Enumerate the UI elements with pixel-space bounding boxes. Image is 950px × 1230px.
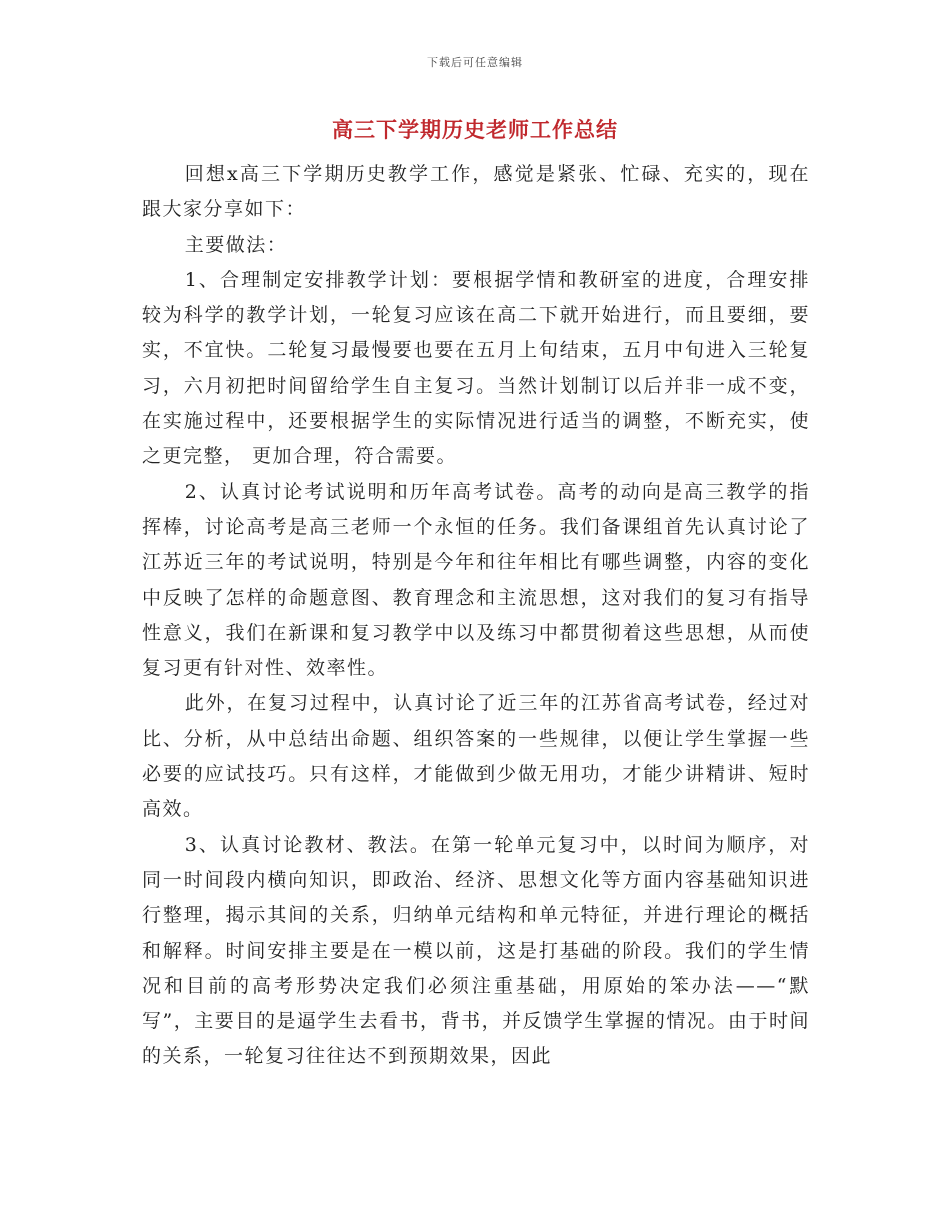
paragraph-main-methods: 主要做法： — [184, 233, 288, 256]
document-title: 高三下学期历史老师工作总结 — [332, 118, 618, 142]
document-body — [142, 157, 810, 1075]
paragraph-intro: 回想x高三下学期历史教学工作，感觉是紧张、忙碌、充实的，现在跟大家分享如下： — [142, 163, 810, 221]
paragraph-plan: 1、合理制定安排教学计划：要根据学情和教研室的进度，合理安排较为科学的教学计划，一轮复习应该在高二下就开始进行，而且要细，要实，不宜快。二轮复习最慢要也要在五月上旬结束，五月中旬进入三轮复习，六月初把时间留给学生自主复习。当然计划制订以后并非一成不变，在实施过程中，还要根据学生的实际情况进行适当的调整，不断充实，使之更完整， 更加合理，符合需要。 — [142, 268, 810, 468]
header-note: 下载后可任意编辑 — [427, 56, 523, 69]
paragraph-past-papers: 此外，在复习过程中，认真讨论了近三年的江苏省高考试卷，经过对比、分析，从中总结出命题、组织答案的一些规律，以便让学生掌握一些必要的应试技巧。只有这样，才能做到少做无用功，才能少讲精讲、短时高效。 — [142, 692, 810, 821]
paragraph-exam-study: 2、认真讨论考试说明和历年高考试卷。高考的动向是高三教学的指挥棒，讨论高考是高三老师一个永恒的任务。我们备课组首先认真讨论了江苏近三年的考试说明，特别是今年和往年相比有哪些调整，内容的变化中反映了怎样的命题意图、教育理念和主流思想，这对我们的复习有指导性意义，我们在新课和复习教学中以及练习中都贯彻着这些思想，从而使复习更有针对性、效率性。 — [142, 480, 810, 680]
paragraph-textbook-methods: 3、认真讨论教材、教法。在第一轮单元复习中，以时间为顺序，对同一时间段内横向知识，即政治、经济、思想文化等方面内容基础知识进行整理，揭示其间的关系，归纳单元结构和单元特征，并进行理论的概括和解释。时间安排主要是在一模以前，这是打基础的阶段。我们的学生情况和目前的高考形势决定我们必须注重基础，用原始的笨办法——“默写”，主要目的是逼学生去看书，背书，并反馈学生掌握的情况。由于时间的关系，一轮复习往往达不到预期效果，因此 — [142, 833, 810, 1068]
